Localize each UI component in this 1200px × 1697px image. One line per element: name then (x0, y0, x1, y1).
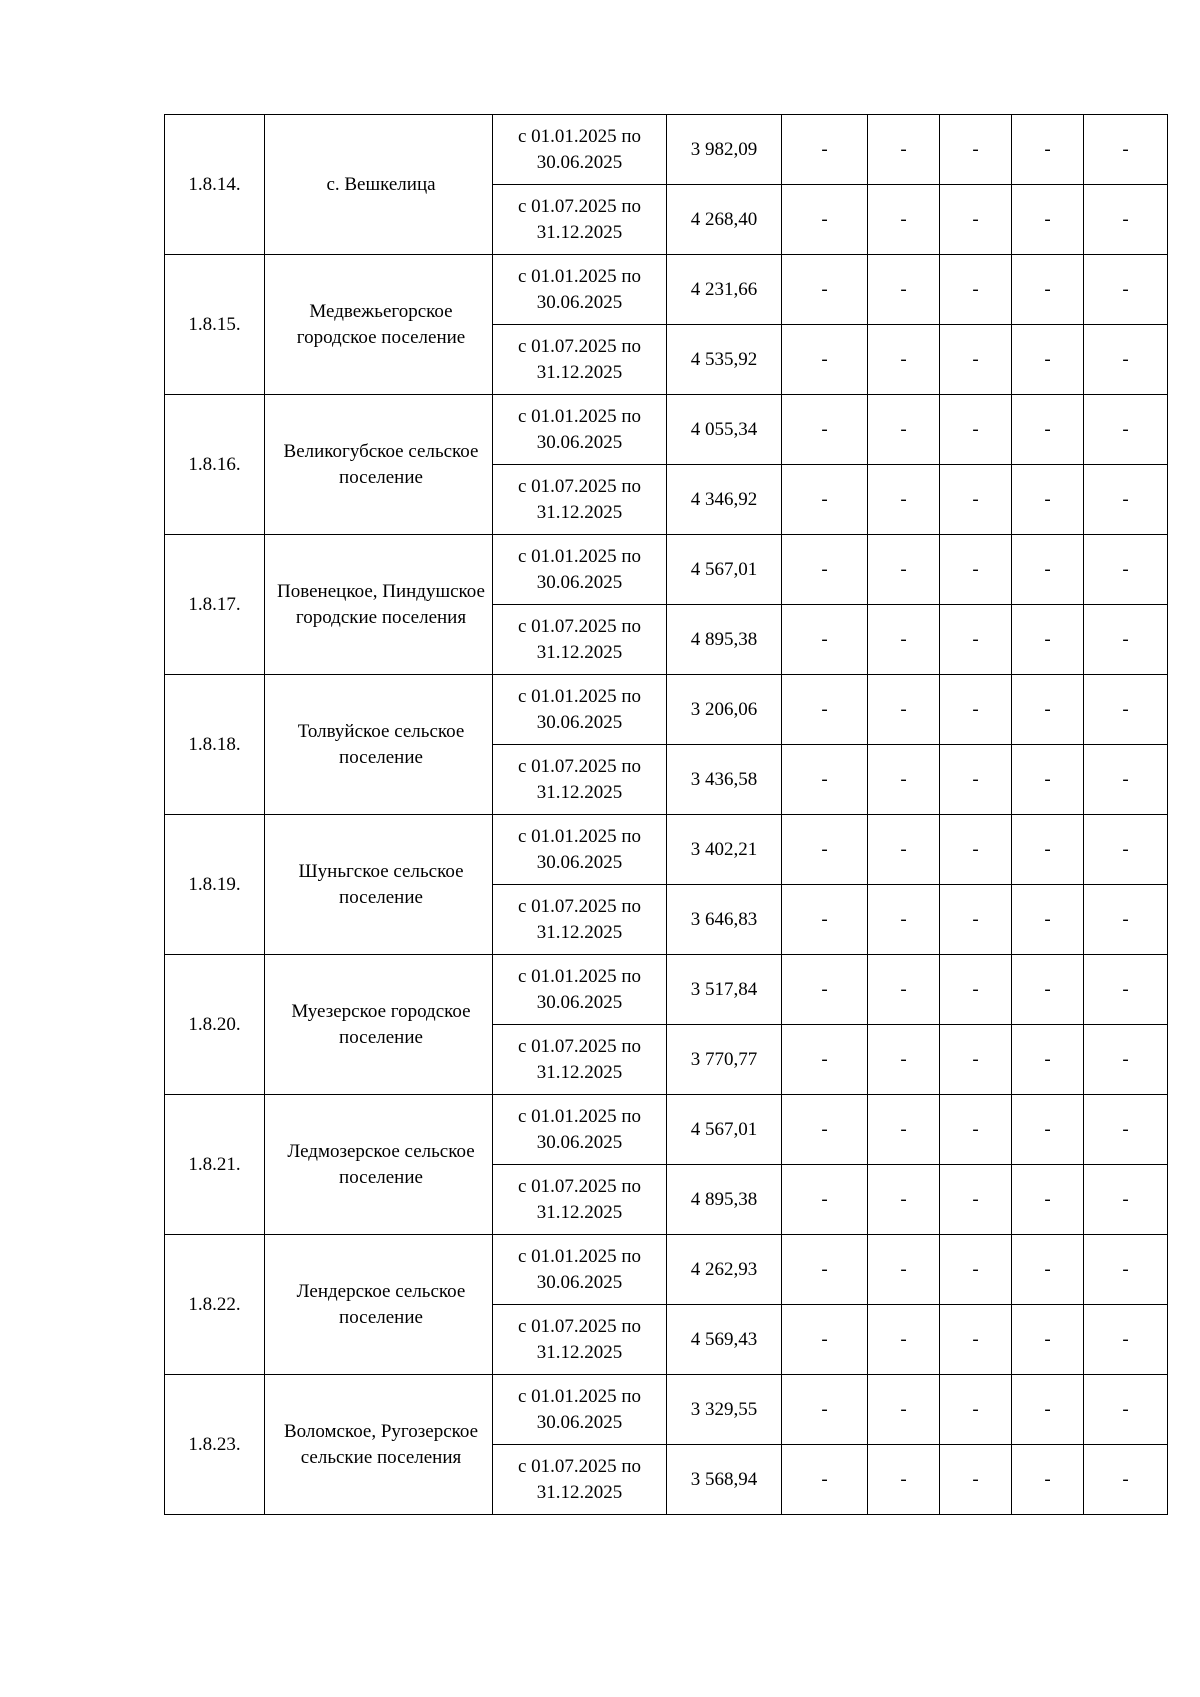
row-number: 1.8.17. (165, 535, 265, 675)
period-cell: с 01.01.2025 по 30.06.2025 (493, 1095, 667, 1165)
empty-value-cell: - (782, 955, 868, 1025)
empty-value-cell: - (782, 535, 868, 605)
empty-value-cell: - (1012, 605, 1084, 675)
empty-value-cell: - (1012, 815, 1084, 885)
empty-value-cell: - (1012, 1165, 1084, 1235)
table-row (165, 1235, 1168, 1305)
empty-value-cell: - (940, 535, 1012, 605)
price-cell: 3 568,94 (667, 1445, 782, 1515)
empty-value-cell: - (868, 115, 940, 185)
table-row (165, 815, 1168, 885)
empty-value-cell: - (782, 1445, 868, 1515)
price-cell: 3 646,83 (667, 885, 782, 955)
empty-value-cell: - (868, 745, 940, 815)
empty-value-cell: - (782, 885, 868, 955)
empty-value-cell: - (1012, 1095, 1084, 1165)
tariff-table (164, 114, 1168, 1515)
empty-value-cell: - (868, 1165, 940, 1235)
empty-value-cell: - (782, 1095, 868, 1165)
empty-value-cell: - (868, 675, 940, 745)
empty-value-cell: - (1012, 395, 1084, 465)
empty-value-cell: - (1084, 465, 1168, 535)
price-cell: 3 402,21 (667, 815, 782, 885)
empty-value-cell: - (1084, 1025, 1168, 1095)
empty-value-cell: - (940, 1305, 1012, 1375)
empty-value-cell: - (868, 605, 940, 675)
period-cell: с 01.01.2025 по 30.06.2025 (493, 815, 667, 885)
row-number: 1.8.22. (165, 1235, 265, 1375)
empty-value-cell: - (1084, 115, 1168, 185)
empty-value-cell: - (1084, 1165, 1168, 1235)
empty-value-cell: - (868, 815, 940, 885)
empty-value-cell: - (1084, 325, 1168, 395)
empty-value-cell: - (940, 1235, 1012, 1305)
empty-value-cell: - (1084, 1445, 1168, 1515)
empty-value-cell: - (1084, 535, 1168, 605)
period-cell: с 01.07.2025 по 31.12.2025 (493, 1165, 667, 1235)
empty-value-cell: - (868, 325, 940, 395)
settlement-name: Медвежьегорское городское поселение (265, 255, 493, 395)
price-cell: 3 982,09 (667, 115, 782, 185)
empty-value-cell: - (868, 1025, 940, 1095)
empty-value-cell: - (868, 535, 940, 605)
empty-value-cell: - (868, 1445, 940, 1515)
empty-value-cell: - (1012, 185, 1084, 255)
empty-value-cell: - (940, 885, 1012, 955)
price-cell: 4 535,92 (667, 325, 782, 395)
empty-value-cell: - (1084, 815, 1168, 885)
row-number: 1.8.15. (165, 255, 265, 395)
empty-value-cell: - (940, 675, 1012, 745)
empty-value-cell: - (940, 745, 1012, 815)
empty-value-cell: - (868, 1375, 940, 1445)
settlement-name: Шуньгское сельское поселение (265, 815, 493, 955)
empty-value-cell: - (940, 1165, 1012, 1235)
empty-value-cell: - (940, 605, 1012, 675)
period-cell: с 01.07.2025 по 31.12.2025 (493, 1305, 667, 1375)
empty-value-cell: - (1012, 1375, 1084, 1445)
empty-value-cell: - (1012, 535, 1084, 605)
period-cell: с 01.07.2025 по 31.12.2025 (493, 605, 667, 675)
empty-value-cell: - (868, 185, 940, 255)
period-cell: с 01.07.2025 по 31.12.2025 (493, 185, 667, 255)
table-row (165, 535, 1168, 605)
price-cell: 3 770,77 (667, 1025, 782, 1095)
empty-value-cell: - (940, 1095, 1012, 1165)
empty-value-cell: - (782, 745, 868, 815)
settlement-name: Великогубское сельское поселение (265, 395, 493, 535)
empty-value-cell: - (1012, 955, 1084, 1025)
row-number: 1.8.19. (165, 815, 265, 955)
table-row (165, 1095, 1168, 1165)
empty-value-cell: - (1084, 1375, 1168, 1445)
empty-value-cell: - (782, 465, 868, 535)
empty-value-cell: - (1012, 675, 1084, 745)
price-cell: 3 436,58 (667, 745, 782, 815)
price-cell: 4 895,38 (667, 605, 782, 675)
period-cell: с 01.01.2025 по 30.06.2025 (493, 255, 667, 325)
settlement-name: Муезерское городское поселение (265, 955, 493, 1095)
empty-value-cell: - (940, 325, 1012, 395)
empty-value-cell: - (782, 1025, 868, 1095)
row-number: 1.8.20. (165, 955, 265, 1095)
empty-value-cell: - (868, 465, 940, 535)
empty-value-cell: - (782, 185, 868, 255)
empty-value-cell: - (940, 955, 1012, 1025)
empty-value-cell: - (1084, 1235, 1168, 1305)
empty-value-cell: - (782, 1235, 868, 1305)
price-cell: 4 268,40 (667, 185, 782, 255)
empty-value-cell: - (782, 1165, 868, 1235)
empty-value-cell: - (940, 255, 1012, 325)
empty-value-cell: - (868, 1305, 940, 1375)
period-cell: с 01.07.2025 по 31.12.2025 (493, 885, 667, 955)
period-cell: с 01.07.2025 по 31.12.2025 (493, 325, 667, 395)
empty-value-cell: - (1012, 885, 1084, 955)
period-cell: с 01.01.2025 по 30.06.2025 (493, 1375, 667, 1445)
period-cell: с 01.07.2025 по 31.12.2025 (493, 745, 667, 815)
table-row (165, 255, 1168, 325)
period-cell: с 01.07.2025 по 31.12.2025 (493, 1025, 667, 1095)
empty-value-cell: - (940, 1375, 1012, 1445)
empty-value-cell: - (782, 1375, 868, 1445)
empty-value-cell: - (782, 1305, 868, 1375)
empty-value-cell: - (782, 395, 868, 465)
empty-value-cell: - (868, 395, 940, 465)
empty-value-cell: - (1084, 395, 1168, 465)
row-number: 1.8.16. (165, 395, 265, 535)
empty-value-cell: - (782, 605, 868, 675)
empty-value-cell: - (1012, 1445, 1084, 1515)
empty-value-cell: - (1012, 115, 1084, 185)
table-row (165, 1375, 1168, 1445)
empty-value-cell: - (1084, 745, 1168, 815)
price-cell: 3 329,55 (667, 1375, 782, 1445)
empty-value-cell: - (868, 1095, 940, 1165)
price-cell: 4 895,38 (667, 1165, 782, 1235)
empty-value-cell: - (940, 185, 1012, 255)
empty-value-cell: - (782, 115, 868, 185)
period-cell: с 01.01.2025 по 30.06.2025 (493, 115, 667, 185)
table-row (165, 955, 1168, 1025)
period-cell: с 01.01.2025 по 30.06.2025 (493, 1235, 667, 1305)
empty-value-cell: - (782, 255, 868, 325)
empty-value-cell: - (1012, 1305, 1084, 1375)
empty-value-cell: - (1084, 955, 1168, 1025)
empty-value-cell: - (940, 465, 1012, 535)
empty-value-cell: - (1084, 1305, 1168, 1375)
empty-value-cell: - (1084, 885, 1168, 955)
empty-value-cell: - (782, 325, 868, 395)
empty-value-cell: - (1084, 605, 1168, 675)
row-number: 1.8.14. (165, 115, 265, 255)
empty-value-cell: - (782, 815, 868, 885)
empty-value-cell: - (1012, 325, 1084, 395)
table-row (165, 395, 1168, 465)
price-cell: 4 567,01 (667, 535, 782, 605)
empty-value-cell: - (782, 675, 868, 745)
empty-value-cell: - (1012, 745, 1084, 815)
row-number: 1.8.23. (165, 1375, 265, 1515)
empty-value-cell: - (1084, 255, 1168, 325)
row-number: 1.8.18. (165, 675, 265, 815)
empty-value-cell: - (1084, 1095, 1168, 1165)
price-cell: 4 567,01 (667, 1095, 782, 1165)
period-cell: с 01.01.2025 по 30.06.2025 (493, 535, 667, 605)
price-cell: 4 055,34 (667, 395, 782, 465)
empty-value-cell: - (868, 1235, 940, 1305)
row-number: 1.8.21. (165, 1095, 265, 1235)
empty-value-cell: - (1084, 185, 1168, 255)
empty-value-cell: - (940, 815, 1012, 885)
table-body (165, 115, 1168, 1515)
table-row (165, 675, 1168, 745)
price-cell: 4 346,92 (667, 465, 782, 535)
settlement-name: Воломское, Ругозерское сельские поселения (265, 1375, 493, 1515)
period-cell: с 01.07.2025 по 31.12.2025 (493, 1445, 667, 1515)
price-cell: 4 569,43 (667, 1305, 782, 1375)
empty-value-cell: - (1012, 1025, 1084, 1095)
empty-value-cell: - (940, 1025, 1012, 1095)
empty-value-cell: - (1012, 255, 1084, 325)
empty-value-cell: - (868, 255, 940, 325)
price-cell: 4 231,66 (667, 255, 782, 325)
settlement-name: Ледмозерское сельское поселение (265, 1095, 493, 1235)
empty-value-cell: - (1012, 1235, 1084, 1305)
period-cell: с 01.01.2025 по 30.06.2025 (493, 395, 667, 465)
price-cell: 3 517,84 (667, 955, 782, 1025)
period-cell: с 01.01.2025 по 30.06.2025 (493, 675, 667, 745)
empty-value-cell: - (868, 885, 940, 955)
period-cell: с 01.01.2025 по 30.06.2025 (493, 955, 667, 1025)
settlement-name: с. Вешкелица (265, 115, 493, 255)
empty-value-cell: - (1012, 465, 1084, 535)
table-row (165, 115, 1168, 185)
price-cell: 3 206,06 (667, 675, 782, 745)
empty-value-cell: - (868, 955, 940, 1025)
empty-value-cell: - (940, 395, 1012, 465)
empty-value-cell: - (940, 115, 1012, 185)
settlement-name: Толвуйское сельское поселение (265, 675, 493, 815)
period-cell: с 01.07.2025 по 31.12.2025 (493, 465, 667, 535)
settlement-name: Повенецкое, Пиндушское городские поселения (265, 535, 493, 675)
price-cell: 4 262,93 (667, 1235, 782, 1305)
empty-value-cell: - (1084, 675, 1168, 745)
empty-value-cell: - (940, 1445, 1012, 1515)
settlement-name: Лендерское сельское поселение (265, 1235, 493, 1375)
